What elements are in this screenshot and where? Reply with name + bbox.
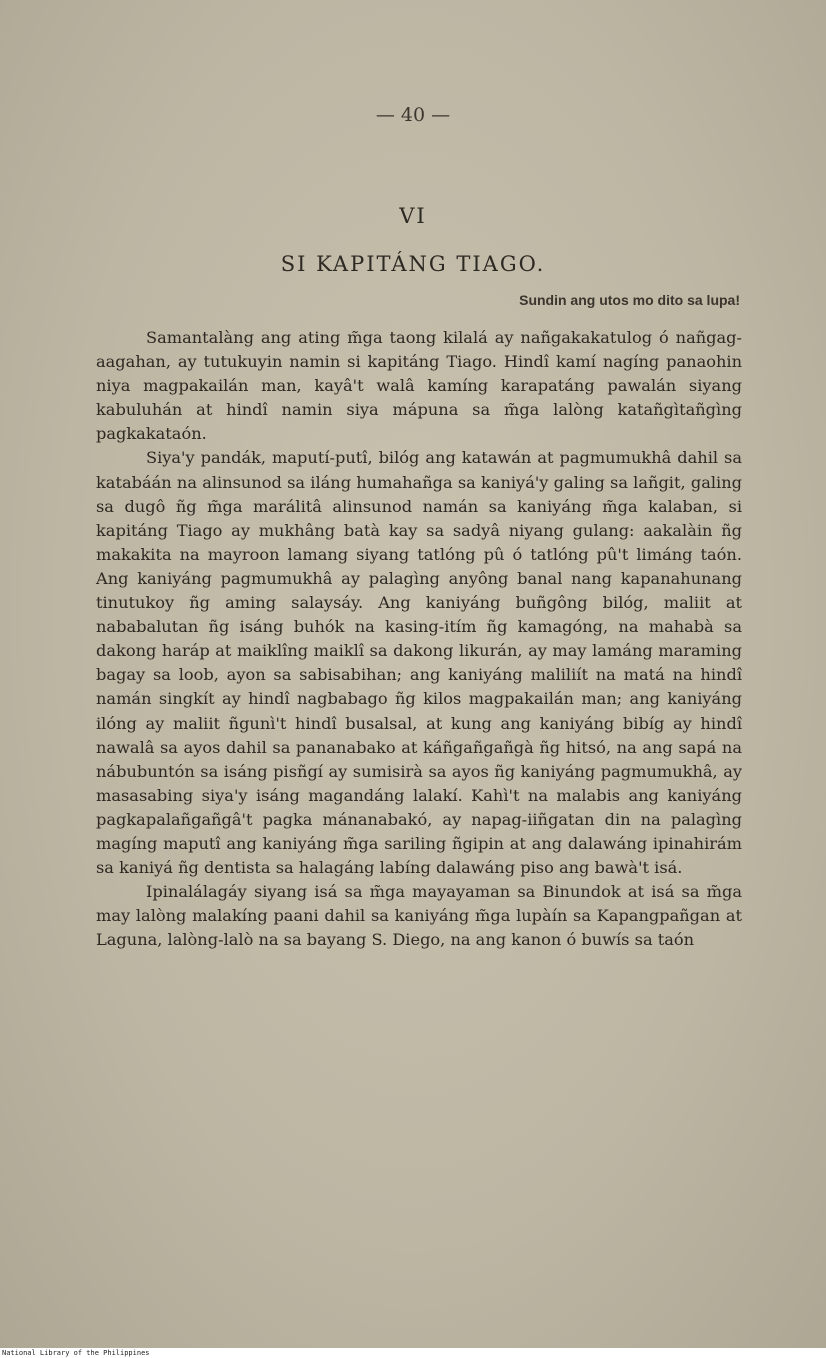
page-number: — 40 — bbox=[375, 104, 451, 126]
footer-credit: National Library of the Philippines bbox=[2, 1349, 826, 1358]
body-text bbox=[96, 326, 742, 952]
paragraph: Siya'y pandák, maputí-putî, bilóg ang katawán at pagmumukhâ dahil sa katabáán na alinsunod sa iláng humahañga sa kaniyá'y galing sa lañgit, galing sa dugô ñg m̃ga marálitâ alinsunod namán sa kaniyáng m̃ga kalaban, si kapitáng Tiago ay mukhâng batà kay sa sadyâ niyang gulang: aakalàin ñg makakita na mayroon lamang siyang tatlóng pû ó tatlóng pû't limáng taón. Ang kaniyáng pagmumukhâ ay palagìng anyông banal nang kapanahunang tinutukoy ñg aming salaysáy. Ang kaniyáng buñgông bilóg, maliit at nababalutan ñg isáng buhók na kasing-itím ñg kamagóng, na mahabà sa dakong haráp at maiklîng maiklî sa dakong likurán, ay may lamáng maraming bagay sa loob, ayon sa sabisabihan; ang kaniyáng maliliít na matá na hindî namán singkít ay hindî nagbabago ñg kilos magpakailán man; ang kaniyáng ilóng ay maliit ñgunì't hindî busalsal, at kung ang kaniyáng bibíg ay hindî nawalâ sa ayos dahil sa pananabako at káñgañgañgà ñg hitsó, na ang sapá na nábubuntón sa isáng pisñgí ay sumisirà sa ayos ñg kaniyáng pagmumukhâ, ay masasabing siya'y isáng magandáng lalakí. Kahì't na malabis ang kaniyáng pagkapalañgañgâ't pagka mánanabakó, ay napag-iiñgatan din na palagìng magíng maputî ang kaniyáng m̃ga sariling ñgipin at ang dalawáng ipinahirám sa kaniyá ñg dentista sa halagáng labíng dalawáng piso ang bawà't isá. bbox=[96, 448, 742, 878]
chapter-title: SI KAPITÁNG TIAGO. bbox=[280, 252, 546, 276]
paragraph: Ipinalálagáy siyang isá sa m̃ga mayayaman sa Binundok at isá sa m̃ga may lalòng malakíng paani dahil sa kaniyáng m̃ga lupàín sa Kapangpañgan at Laguna, lalòng-lalò na sa bayang S. Diego, na ang kanon ó buwís sa taón bbox=[96, 882, 742, 950]
chapter-number: VI bbox=[399, 204, 427, 228]
paragraph: Samantalàng ang ating m̃ga taong kilalá ay nañgakakatulog ó nañgag-aagahan, ay tutukuyin namin si kapitáng Tiago. Hindî kamí nagíng panaohin niya magpakailán man, kayâ't walâ kamíng karapatáng pawalán siyang kabuluhán at hindî namin siya mápuna sa m̃ga lalòng katañgìtañgìng pagkakataón. bbox=[96, 328, 742, 444]
epigraph: Sundin ang utos mo dito sa lupa! bbox=[519, 292, 740, 308]
